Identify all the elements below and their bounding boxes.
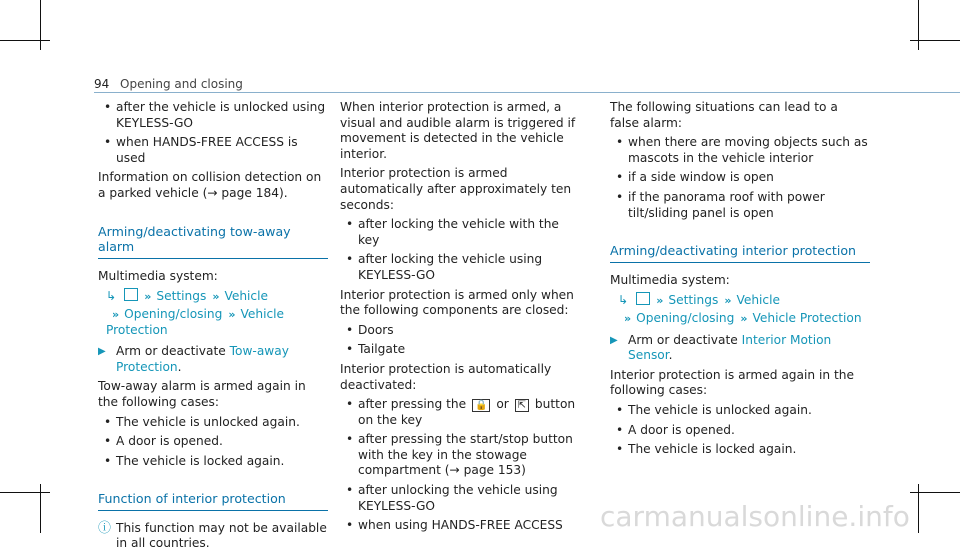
menu-path: [618, 292, 870, 309]
list-item: • when HANDS-FREE ACCESS is used: [98, 135, 328, 166]
step-suffix: .: [668, 348, 673, 363]
chevron-icon: »: [212, 290, 220, 304]
page-header: [94, 77, 960, 93]
crop-mark: [0, 492, 50, 493]
instruction-step: [610, 333, 870, 364]
list-item: • after pressing the start/stop button with the key in the stowage compartment (→ page 153): [340, 432, 580, 479]
step-link: Interior Motion Sensor: [628, 332, 832, 363]
lock-key-icon: 🔒: [472, 399, 490, 412]
path-vehicle: Vehicle: [224, 289, 269, 304]
deact-text: button on the key: [358, 397, 576, 427]
menu-path: [618, 311, 870, 327]
path-opening: Opening/closing: [636, 310, 735, 325]
list-item: • if a side window is open: [610, 170, 870, 186]
chevron-icon: »: [228, 307, 236, 321]
paragraph: When interior protection is armed, a visual and audible alarm is triggered if movement is detected in the vehicle interior.: [340, 100, 576, 161]
section-heading: Arming/deactivating tow-away alarm: [98, 224, 328, 259]
list-item: • when there are moving objects such as mascots in the vehicle interior: [610, 135, 870, 166]
rearm-text: Tow-away alarm is armed again in the following cases:: [98, 379, 306, 409]
column-2: [340, 100, 580, 538]
list-item: • after unlocking the vehicle using KEYLESS-GO: [340, 483, 580, 514]
home-icon: [636, 292, 650, 305]
note: [98, 521, 328, 552]
list-item: • A door is opened.: [98, 434, 328, 450]
section-heading: Function of interior protection: [98, 491, 328, 511]
column-3: [610, 100, 870, 462]
info-icon: ⓘ: [98, 520, 112, 536]
chevron-icon: »: [624, 311, 632, 325]
path-protection: Vehicle Protection: [106, 306, 285, 337]
path-opening: Opening/closing: [124, 306, 223, 321]
trunk-key-icon: ⇱: [515, 399, 529, 412]
paragraph: Interior protection is armed automatically after approximately ten seconds:: [340, 166, 572, 212]
info-text: Information on collision detection on a parked vehicle (→ page 184).: [98, 170, 322, 200]
crop-mark: [40, 484, 41, 533]
chevron-icon: »: [112, 307, 120, 321]
list-item: • The vehicle is unlocked again.: [610, 403, 870, 419]
rearm-text: Interior protection is armed again in the following cases:: [610, 367, 854, 398]
system-label: Multimedia system:: [98, 268, 218, 283]
paragraph: Interior protection is armed only when the following components are closed:: [340, 287, 574, 318]
path-settings: Settings: [156, 289, 207, 304]
watermark: carmanualsonline.info: [600, 500, 910, 533]
list-item: • The vehicle is unlocked again.: [98, 415, 328, 431]
list-item: • The vehicle is locked again.: [610, 442, 870, 458]
crop-mark: [918, 0, 919, 50]
paragraph: The following situations can lead to a false alarm:: [610, 100, 838, 130]
crop-mark: [918, 484, 919, 533]
chevron-icon: »: [740, 311, 748, 325]
note-text: This function may not be available in all countries.: [116, 520, 327, 551]
list-item: • Doors: [340, 323, 580, 339]
system-label: Multimedia system:: [610, 272, 730, 287]
deact-text: after pressing the: [358, 397, 467, 412]
list-item: • after locking the vehicle with the key: [340, 217, 580, 248]
step-text: Arm or deactivate: [116, 344, 230, 359]
list-item: • after the vehicle is unlocked using KEYLESS-GO: [98, 100, 328, 131]
page-title: Opening and closing: [120, 77, 243, 91]
instruction-step: [98, 344, 328, 375]
chevron-icon: »: [656, 294, 664, 308]
page-number: 94: [94, 77, 110, 91]
column-1: [98, 100, 328, 552]
list-item: • if the panorama roof with power tilt/sliding panel is open: [610, 190, 870, 221]
crop-mark: [0, 40, 50, 41]
list-item: • The vehicle is locked again.: [98, 454, 328, 470]
home-icon: [124, 288, 138, 301]
list-item: • when using HANDS-FREE ACCESS: [340, 518, 580, 534]
list-item: [340, 397, 580, 428]
step-text: Arm or deactivate: [628, 332, 742, 347]
chevron-icon: »: [724, 294, 732, 308]
path-settings: Settings: [668, 293, 719, 308]
path-vehicle: Vehicle: [736, 293, 781, 308]
path-protection: Vehicle Protection: [752, 310, 862, 325]
paragraph: Interior protection is automatically deactivated:: [340, 361, 552, 392]
path-arrow-icon: ↳: [106, 289, 117, 304]
list-item: • after locking the vehicle using KEYLESS-GO: [340, 252, 580, 283]
chevron-icon: »: [144, 290, 152, 304]
deact-or: or: [496, 397, 509, 412]
step-suffix: .: [177, 359, 182, 374]
section-heading: Arming/deactivating interior protection: [610, 243, 870, 263]
menu-path: [106, 307, 328, 338]
step-link: Tow-away Protection: [116, 344, 289, 374]
list-item: • Tailgate: [340, 342, 580, 358]
list-item: • A door is opened.: [610, 423, 870, 439]
header-rule: [94, 92, 960, 93]
menu-path: [106, 288, 328, 305]
path-arrow-icon: ↳: [618, 293, 629, 308]
crop-mark: [40, 0, 41, 50]
